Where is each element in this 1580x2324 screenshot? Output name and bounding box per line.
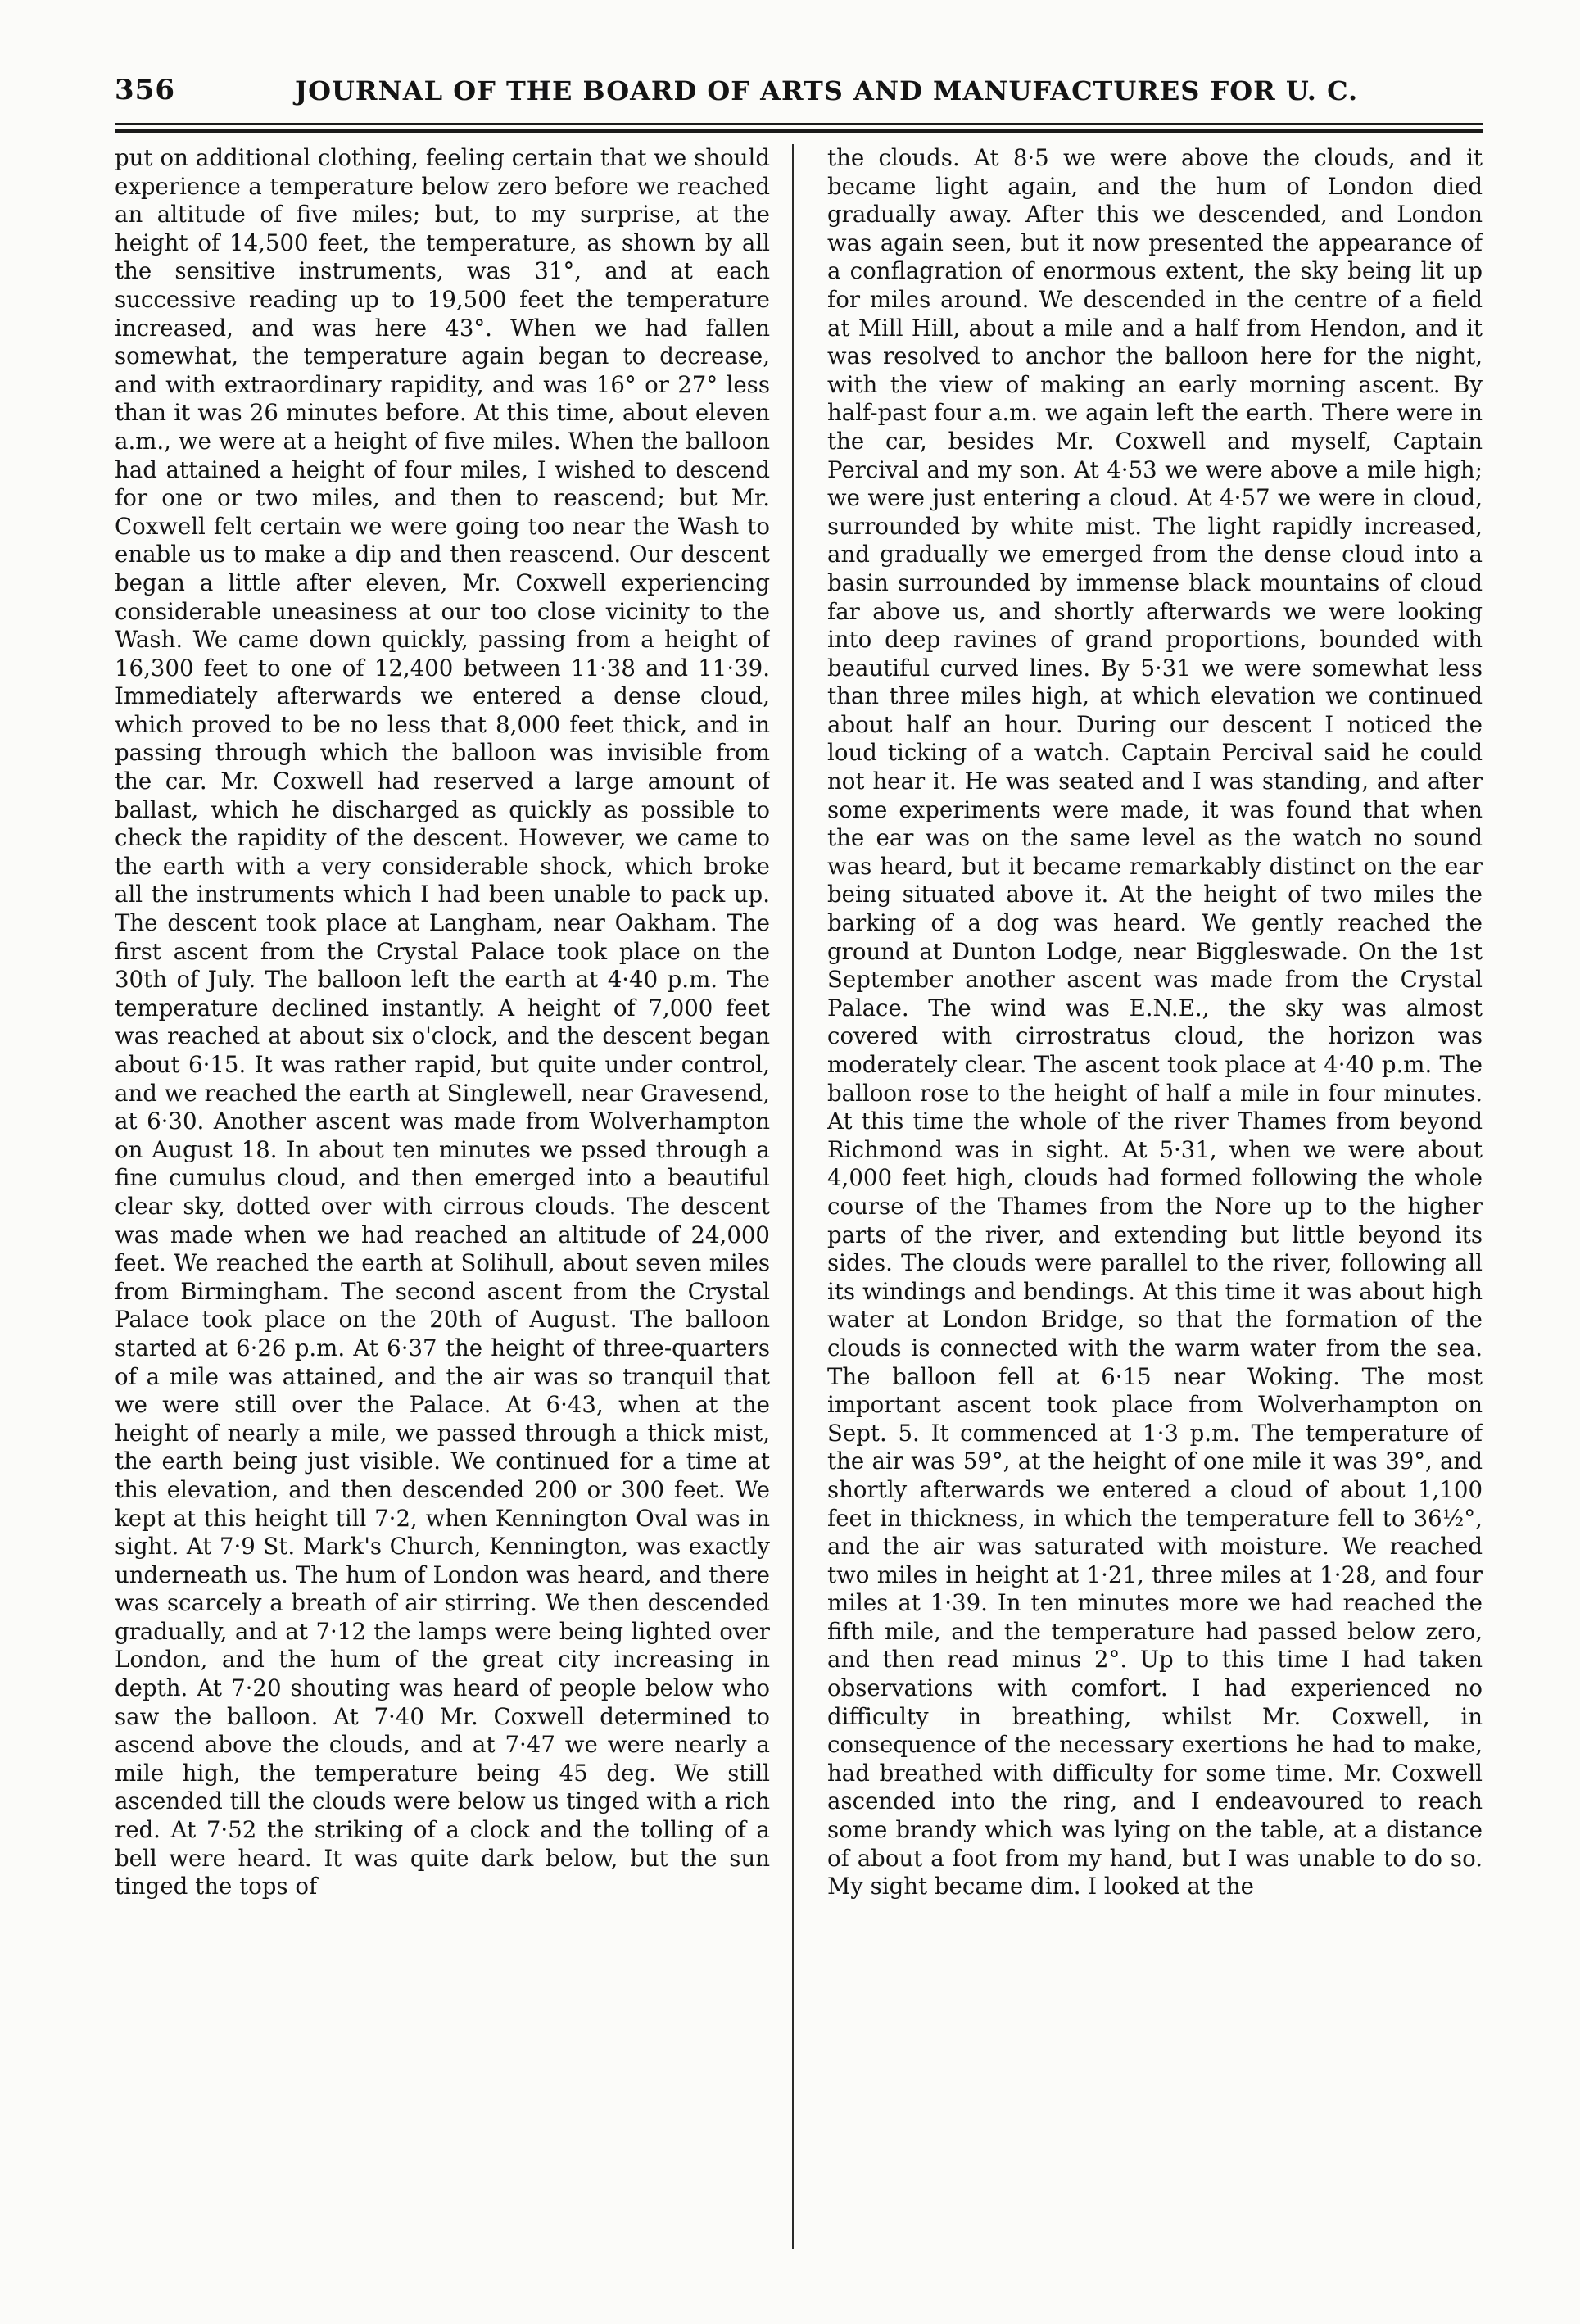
left-column — [115, 144, 770, 2258]
header-rule-thick — [115, 129, 1483, 133]
column-divider — [792, 144, 794, 2249]
right-column — [827, 144, 1483, 2258]
left-column-text: put on additional clothing, feeling certain that we should experience a temperature below zero before we reached an altitude of five miles; but, to my surprise, at the height of 14,500 feet, the temperature, as shown by all the sensitive instruments, was 31°, and at each successive reading up to 19,500 feet the temperature increased, and was here 43°. When we had fallen somewhat, the temperature again began to decrease, and with extraordinary rapidity, and was 16° or 27° less than it was 26 minutes before. At this time, about eleven a.m., we were at a height of five miles. When the balloon had attained a height of four miles, I wished to descend for one or two miles, and then to reascend; but Mr. Coxwell felt certain we were going too near the Wash to enable us to make a dip and then reascend. Our descent began a little after eleven, Mr. Coxwell experiencing considerable uneasiness at our too close vicinity to the Wash. We came down quickly, passing from a height of 16,300 feet to one of 12,400 between 11·38 and 11·39. Immediately afterwards we entered a dense cloud, which proved to be no less that 8,000 feet thick, and in passing through which the balloon was invisible from the car. Mr. Coxwell had reserved a large amount of ballast, which he discharged as quickly as possible to check the rapidity of the descent. However, we came to the earth with a very considerable shock, which broke all the instruments which I had been unable to pack up. The descent took place at Langham, near Oakham. The first ascent from the Crystal Palace took place on the 30th of July. The balloon left the earth at 4·40 p.m. The temperature declined instantly. A height of 7,000 feet was reached at about six o'clock, and the descent began about 6·15. It was rather rapid, but quite under control, and we reached the earth at Singlewell, near Gravesend, at 6·30. Another ascent was made from Wolverhampton on August 18. In about ten minutes we pssed through a fine cumulus cloud, and then emerged into a beautiful clear sky, dotted over with cirrous clouds. The descent was made when we had reached an altitude of 24,000 feet. We reached the earth at Solihull, about seven miles from Birmingham. The second ascent from the Crystal Palace took place on the 20th of August. The balloon started at 6·26 p.m. At 6·37 the height of three-quarters of a mile was attained, and the air was so tranquil that we were still over the Palace. At 6·43, when at the height of nearly a mile, we passed through a thick mist, the earth being just visible. We continued for a time at this elevation, and then descended 200 or 300 feet. We kept at this height till 7·2, when Kennington Oval was in sight. At 7·9 St. Mark's Church, Kennington, was exactly underneath us. The hum of London was heard, and there was scarcely a breath of air stirring. We then descended gradually, and at 7·12 the lamps were being lighted over London, and the hum of the great city increasing in depth. At 7·20 shouting was heard of people below who saw the balloon. At 7·40 Mr. Coxwell determined to ascend above the clouds, and at 7·47 we were nearly a mile high, the temperature being 45 deg. We still ascended till the clouds were below us tinged with a rich red. At 7·52 the striking of a clock and the tolling of a bell were heard. It was quite dark below, but the sun tinged the tops of — [115, 144, 770, 1900]
header-rule-thin — [115, 123, 1483, 125]
page-number: 356 — [115, 74, 175, 106]
right-column-text: the clouds. At 8·5 we were above the clouds, and it became light again, and the hum of London died gradually away. After this we descended, and London was again seen, but it now presented the appearance of a conflagration of enormous extent, the sky being lit up for miles around. We descended in the centre of a field at Mill Hill, about a mile and a half from Hendon, and it was resolved to anchor the balloon here for the night, with the view of making an early morning ascent. By half-past four a.m. we again left the earth. There were in the car, besides Mr. Coxwell and myself, Captain Percival and my son. At 4·53 we were above a mile high; we were just entering a cloud. At 4·57 we were in cloud, surrounded by white mist. The light rapidly increased, and gradually we emerged from the dense cloud into a basin surrounded by immense black mountains of cloud far above us, and shortly afterwards we were looking into deep ravines of grand proportions, bounded with beautiful curved lines. By 5·31 we were somewhat less than three miles high, at which elevation we continued about half an hour. During our descent I noticed the loud ticking of a watch. Captain Percival said he could not hear it. He was seated and I was standing, and after some experiments were made, it was found that when the ear was on the same level as the watch no sound was heard, but it became remarkably distinct on the ear being situated above it. At the height of two miles the barking of a dog was heard. We gently reached the ground at Dunton Lodge, near Biggleswade. On the 1st September another ascent was made from the Crystal Palace. The wind was E.N.E., the sky was almost covered with cirrostratus cloud, the horizon was moderately clear. The ascent took place at 4·40 p.m. The balloon rose to the height of half a mile in four minutes. At this time the whole of the river Thames from beyond Richmond was in sight. At 5·31, when we were about 4,000 feet high, clouds had formed following the whole course of the Thames from the Nore up to the higher parts of the river, and extending but little beyond its sides. The clouds were parallel to the river, following all its windings and bendings. At this time it was about high water at London Bridge, so that the formation of the clouds is connected with the warm water from the sea. The balloon fell at 6·15 near Woking. The most important ascent took place from Wolverhampton on Sept. 5. It commenced at 1·3 p.m. The temperature of the air was 59°, at the height of one mile it was 39°, and shortly afterwards we entered a cloud of about 1,100 feet in thickness, in which the temperature fell to 36½°, and the air was saturated with moisture. We reached two miles in height at 1·21, three miles at 1·28, and four miles at 1·39. In ten minutes more we had reached the fifth mile, and the temperature had passed below zero, and then read minus 2°. Up to this time I had taken observations with comfort. I had experienced no difficulty in breathing, whilst Mr. Coxwell, in consequence of the necessary exertions he had to make, had breathed with difficulty for some time. Mr. Coxwell ascended into the ring, and I endeavoured to reach some brandy which was lying on the table, at a distance of about a foot from my hand, but I was unable to do so. My sight became dim. I looked at the — [827, 144, 1483, 1900]
running-head: JOURNAL OF THE BOARD OF ARTS AND MANUFACTURES FOR U. C. — [295, 75, 1359, 106]
page-header — [115, 74, 1483, 123]
